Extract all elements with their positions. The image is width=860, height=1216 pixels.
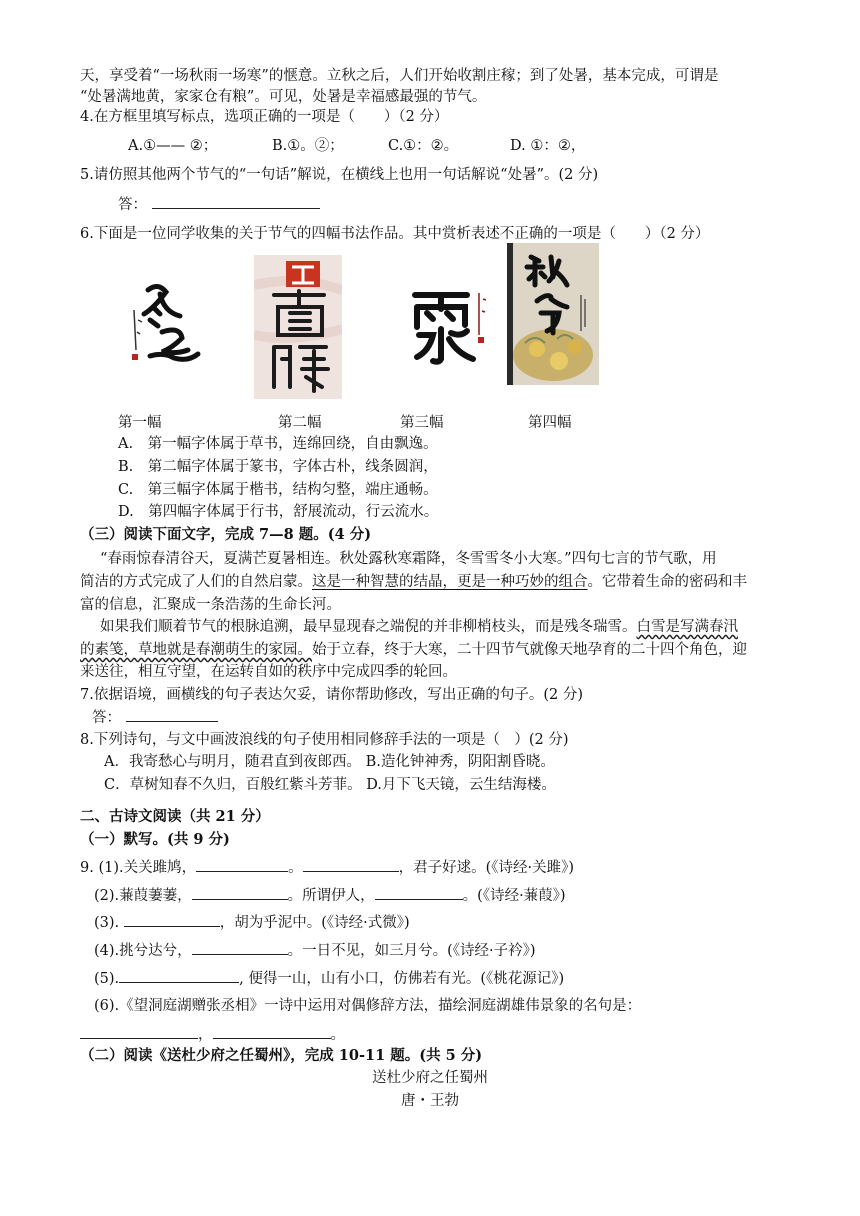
fill-blank[interactable]: [196, 857, 288, 872]
caption-work-3: 第三幅: [400, 415, 444, 431]
question-9-3: [94, 912, 410, 933]
answer-label: 答：: [118, 197, 147, 213]
section-3-heading: （三）阅读下面文字，完成 7—8 题。(4 分): [80, 526, 372, 543]
passage-text: 如果我们顺着节气的根脉追溯，最早显现春之端倪的并非柳梢枝头，而是残冬瑞雪。: [100, 619, 637, 635]
question-4-option-a[interactable]: A.①—— ②；: [128, 138, 218, 154]
fill-blank[interactable]: [375, 885, 463, 900]
passage-line: “春雨惊春清谷天，夏满芒夏暑相连。秋处露秋寒霜降，冬雪雪冬小大寒。”四句七言的节气歌，用: [100, 551, 717, 567]
prompt-text: 。(《诗经·蒹葭》): [462, 888, 566, 904]
part-2-heading: 二、古诗文阅读（共 21 分）: [80, 808, 270, 825]
calligraphy-work-1: [120, 270, 220, 375]
question-7-stem: 7.依据语境，画横线的句子表达欠妥，请你帮助修改，写出正确的句子。(2 分): [80, 687, 583, 703]
fill-blank[interactable]: [213, 1024, 331, 1039]
question-6-stem: 6.下面是一位同学收集的关于节气的四幅书法作品。其中赏析表述不正确的一项是（ ）（2 分）: [80, 226, 710, 242]
underlined-sentence: 这是一种智慧的结晶，更是一种巧妙的组合: [312, 574, 588, 590]
prompt-text: 9. (1).关关雎鸠，: [80, 860, 197, 876]
question-5-answer: [118, 194, 320, 215]
question-6-option-b[interactable]: B. 第二幅字体属于篆书，字体古朴，线条圆润，: [118, 459, 438, 475]
calligraphy-work-3: [405, 285, 490, 365]
prompt-text: (2).蒹葭萋萋，: [94, 888, 192, 904]
prompt-text: 。所谓伊人，: [287, 888, 375, 904]
poem-title: 送杜少府之任蜀州: [372, 1070, 488, 1086]
fill-blank[interactable]: [80, 1024, 198, 1039]
answer-label: 答：: [92, 710, 121, 726]
subsection-2-heading: （二）阅读《送杜少府之任蜀州》，完成 10-11 题。(共 5 分): [80, 1047, 483, 1064]
question-8-options-row-1[interactable]: A．我寄愁心与明月，随君直到夜郎西。 B.造化钟神秀，阴阳割昏晓。: [104, 754, 555, 770]
caption-work-2: 第二幅: [278, 415, 322, 431]
question-4-stem: 4.在方框里填写标点，选项正确的一项是（ ）（2 分）: [80, 109, 449, 125]
question-8-options-row-2[interactable]: C．草树知春不久归，百般红紫斗芳菲。 D.月下飞天镜，云生结海楼。: [104, 777, 556, 793]
question-5-stem: 5.请仿照其他两个节气的“一句话”解说，在横线上也用一句话解说“处暑”。(2 分): [80, 167, 599, 183]
passage-text: 始于立春，终于大寒，二十四节气就像天地孕育的二十四个角色，迎: [312, 642, 747, 658]
fill-blank[interactable]: [119, 968, 239, 983]
answer-blank[interactable]: [126, 707, 218, 722]
prompt-text: 。: [288, 860, 303, 876]
passage-text: 。它带着生命的密码和丰: [587, 574, 747, 590]
fill-blank[interactable]: [303, 857, 399, 872]
passage-line: “处暑满地黄，家家仓有粮”。可见，处暑是幸福感最强的节气。: [80, 89, 487, 105]
prompt-text: (4).挑兮达兮，: [94, 943, 192, 959]
passage-text: 简洁的方式完成了人们的自然启蒙。: [80, 574, 312, 590]
answer-blank[interactable]: [152, 194, 320, 209]
question-6-option-d[interactable]: D. 第四幅字体属于行书，舒展流动，行云流水。: [118, 504, 439, 520]
passage-line: 富的信息，汇聚成一条浩荡的生命长河。: [80, 597, 341, 613]
prompt-text: ，君子好逑。(《诗经·关雎》): [398, 860, 575, 876]
prompt-text: ，胡为乎泥中。(《诗经·式微》): [219, 915, 410, 931]
passage-line: 天，享受着“一场秋雨一场寒”的惬意。立秋之后，人们开始收割庄稼；到了处暑，基本完成，可谓是: [80, 68, 719, 84]
question-9-6: (6).《望洞庭湖赠张丞相》一诗中运用对偶修辞方法，描绘洞庭湖雄伟景象的名句是：: [94, 998, 642, 1014]
question-7-answer: [92, 707, 218, 728]
fill-blank[interactable]: [192, 885, 288, 900]
question-6-option-c[interactable]: C. 第三幅字体属于楷书，结构匀整，端庄通畅。: [118, 482, 438, 498]
prompt-text: 。: [330, 1027, 345, 1043]
passage-line: [80, 572, 747, 592]
poem-author: 唐・王勃: [401, 1093, 459, 1109]
prompt-text: (5).: [94, 971, 120, 987]
question-4-option-b[interactable]: B.①。②；: [272, 138, 344, 154]
fill-blank[interactable]: [124, 912, 220, 927]
fill-blank[interactable]: [192, 940, 288, 955]
caption-work-1: 第一幅: [118, 415, 162, 431]
calligraphy-work-2: [254, 255, 342, 399]
question-9-1: [80, 857, 574, 878]
question-9-4: [94, 940, 536, 961]
calligraphy-work-4: [507, 243, 599, 385]
question-9-2: [94, 885, 566, 906]
question-4-option-c[interactable]: C.①：②。: [388, 138, 459, 154]
passage-line: [100, 617, 738, 637]
question-8-stem: 8.下列诗句，与文中画波浪线的句子使用相同修辞手法的一项是（ ）(2 分): [80, 732, 569, 748]
question-6-option-a[interactable]: A. 第一幅字体属于草书，连绵回绕，自由飘逸。: [118, 436, 438, 452]
passage-line: 来送往，相互守望，在运转自如的秩序中完成四季的轮回。: [80, 664, 457, 680]
question-4-option-d[interactable]: D. ①：②，: [510, 138, 586, 154]
caption-work-4: 第四幅: [528, 415, 572, 431]
question-9-5: [94, 968, 564, 989]
subsection-1-heading: （一）默写。(共 9 分): [80, 831, 230, 848]
question-9-6-blanks: [80, 1024, 345, 1045]
prompt-text: 。一日不见，如三月兮。(《诗经·子衿》): [287, 943, 536, 959]
prompt-text: , 便得一山，山有小口，仿佛若有光。(《桃花源记》): [239, 971, 565, 987]
prompt-text: ，: [198, 1027, 213, 1043]
wavy-underlined-sentence: 的素笺，草地就是春潮萌生的家园。: [80, 642, 312, 658]
wavy-underlined-sentence: 白雪是写满春汛: [636, 619, 738, 635]
passage-line: [80, 640, 747, 660]
prompt-text: (3).: [94, 915, 120, 931]
